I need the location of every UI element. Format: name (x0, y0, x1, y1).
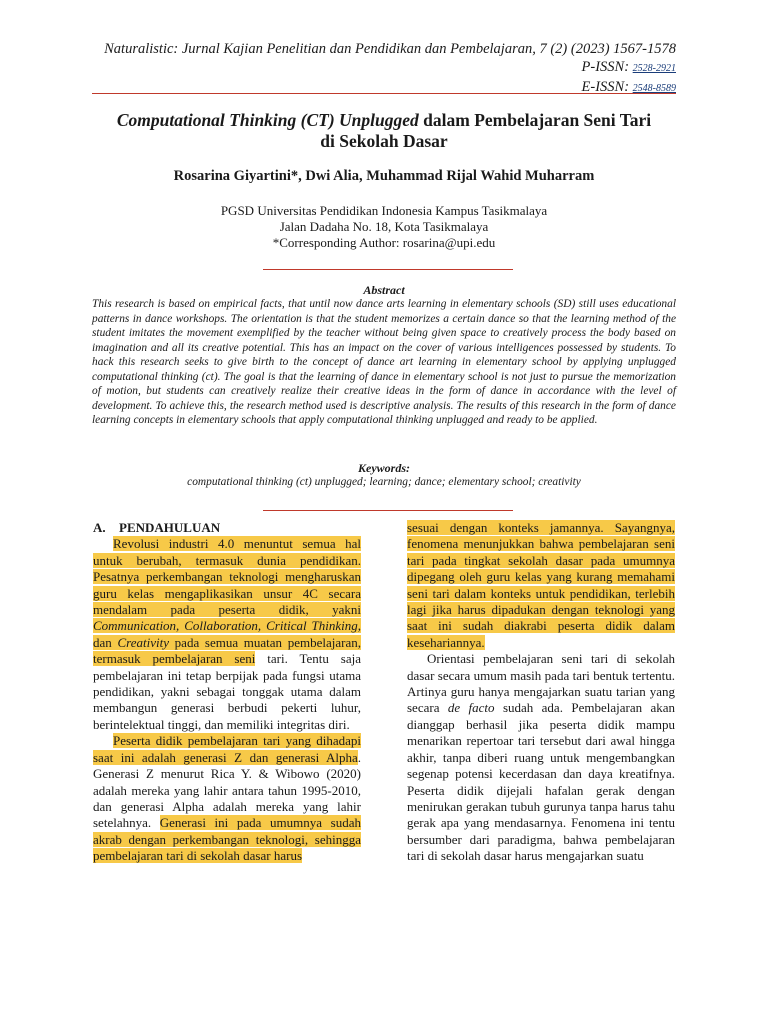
orientation-paragraph: Orientasi pembelajaran seni tari di sekolah dasar secara umum masih pada tari bentuk tertentu. Artinya guru hanya mengajarkan suatu tarian yang secara de facto sudah ada. Pembelajaran akan dianggap berhasil jika peserta didik mampu menarikan repertoar tari tersebut dari awal hingga akhir, tanpa diberi ruang untuk mengembangkan segenap potensi kecerdasan dan daya kreatifnya. Peserta didik dijejali hafalan gerak dengan menirukan gerakan tubuh gurunya tanpa harus tahu gerak apa yang mendasarnya. Fenomena ini tentu bersumber dari paradigma, bahwa pembelajaran tari di sekolah dasar harus mengajarkan suatu (407, 651, 676, 864)
abstract-text: This research is based on empirical facts, that until now dance arts learning in elementary schools (SD) still uses educational patterns in dance workshops. The orientation is that the student memorizes a certain dance so that the learning method of the student imitates the movement exemplified by the teacher without being given space to creatively process the body based on imagination and all its creative potential. This has an impact on the cover of various intelligences possessed by students. To hack this research seeks to give birth to the concept of dance art learning in elementary school by applying unplugged computational thinking (ct). The goal is that the learning of dance in elementary school is not just to pursue the memorization of motion, but students can creatively realize their creative ideas in the form of dance in accordance with the level of development. To achieve this, the research method used is descriptive analysis. The results of this research in the form of dance learning concepts in elementary schools that apply computational thinking unplugged and ready to be applied. (92, 298, 676, 426)
pissn-label: P-ISSN: (581, 59, 630, 75)
affiliation-line1: PGSD Universitas Pendidikan Indonesia Kampus Tasikmalaya (220, 203, 548, 218)
section-heading (93, 520, 361, 536)
title-line2: di Sekolah Dasar (320, 131, 448, 151)
keywords-text: computational thinking (ct) unplugged; learning; dance; elementary school; creativity (187, 476, 581, 488)
pissn-line (104, 58, 676, 78)
authors: Rosarina Giyartini*, Dwi Alia, Muhammad Rijal Wahid Muharram (173, 168, 595, 184)
journal-citation: Naturalistic: Jurnal Kajian Penelitian dan Pendidikan dan Pembelajaran, 7 (2) (2023) 1567-1578 (104, 41, 676, 57)
left-column (93, 520, 361, 865)
affiliation-line2: Jalan Dadaha No. 18, Kota Tasikmalaya (279, 219, 489, 234)
journal-header (104, 40, 676, 98)
right-column (407, 520, 675, 865)
highlight-2: Peserta didik pembelajaran tari yang dihadapi saat ini adalah generasi Z dan generasi Alpha (93, 733, 361, 765)
abstract-top-divider (263, 269, 513, 270)
highlight-1: Revolusi industri 4.0 menuntut semua hal untuk berubah, termasuk dunia pendidikan. Pesatnya perkembangan teknologi mengharuskan guru kelas mengaplikasikan unsur 4C secara mendalam pada peserta didik, yakni Communication, Collaboration, Critical Thinking, dan Creativity pada semua muatan pembelajaran, termasuk pembelajaran seni (93, 536, 362, 667)
section-number: A. (93, 520, 106, 535)
paper-title (92, 110, 676, 152)
abstract-title: Abstract (363, 283, 405, 297)
keywords-bottom-divider (263, 510, 513, 511)
eissn-line (104, 78, 676, 98)
intro-paragraph-1: Revolusi industri 4.0 menuntut semua hal untuk berubah, termasuk dunia pendidikan. Pesatnya perkembangan teknologi mengharuskan guru kelas mengaplikasikan unsur 4C secara mendalam pada peserta didik, yakni Communication, Collaboration, Critical Thinking, dan Creativity pada semua muatan pembelajaran, termasuk pembelajaran seni tari. Tentu saja pembelajaran ini tetap berpijak pada fungsi utama pendidikan, yakni sebagai tonggak utama dalam membangun generasi berbudi pekerti luhur, berintelektual tinggi, dan memiliki integritas diri. (93, 536, 362, 732)
eissn-link[interactable]: 2548-8589 (632, 83, 676, 94)
highlight-3: Generasi ini pada umumnya sudah akrab dengan perkembangan teknologi, sehingga pembelajaran tari di sekolah dasar harus (93, 815, 361, 864)
keywords-title: Keywords: (358, 461, 410, 475)
section-title: PENDAHULUAN (119, 520, 221, 535)
title-italic: Computational Thinking (CT) Unplugged (116, 110, 419, 130)
highlight-4: sesuai dengan konteks jamannya. Sayangnya, fenomena menunjukkan bahwa pembelajaran seni tari pada tingkat sekolah dasar pada umumnya dipegang oleh guru kelas yang kurang memahami seni tari dalam konteks untuk pendidikan, terlebih lagi jika harus dipadukan dengan teknologi yang saat ini sudah diakrabi peserta didik dalam kesehariannya. (407, 520, 675, 650)
corresponding-author: *Corresponding Author: rosarina@upi.edu (272, 235, 496, 250)
continued-paragraph (407, 520, 675, 651)
affiliation (92, 203, 676, 251)
pissn-link[interactable]: 2528-2921 (632, 63, 676, 74)
title-rest: dalam Pembelajaran Seni Tari (418, 110, 652, 130)
eissn-label: E-ISSN: (581, 79, 630, 95)
intro-paragraph-2: Peserta didik pembelajaran tari yang dihadapi saat ini adalah generasi Z dan generasi Alpha. Generasi Z menurut Rica Y. & Wibowo (2020) adalah mereka yang lahir antara tahun 1995-2010, dan generasi Alpha adalah mereka yang lahir setelahnya. Generasi ini pada umumnya sudah akrab dengan perkembangan teknologi, sehingga pembelajaran tari di sekolah dasar harus (93, 733, 361, 864)
header-divider (92, 93, 676, 94)
